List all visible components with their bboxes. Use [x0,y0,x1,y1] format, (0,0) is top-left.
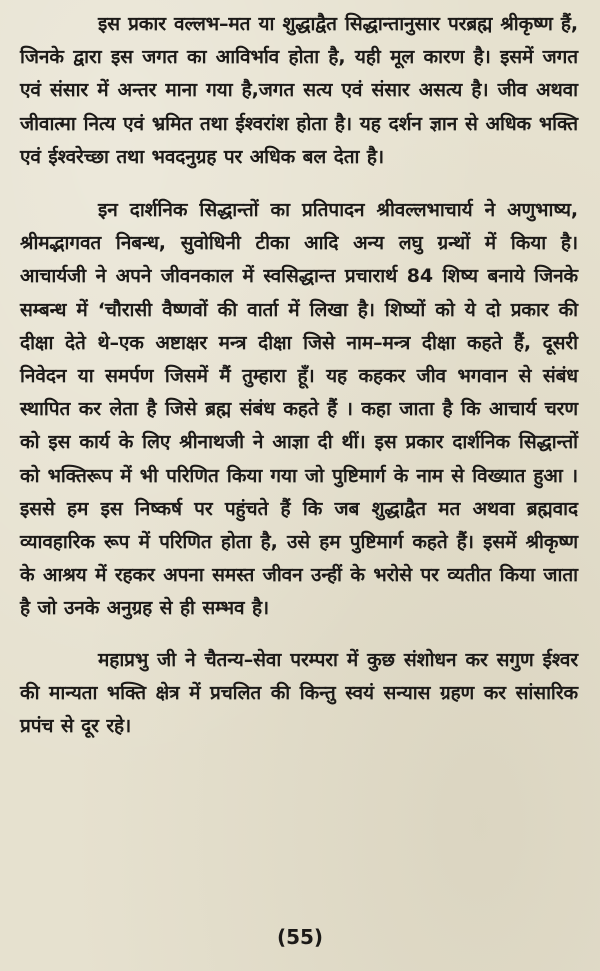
paragraph-2-text: इन दार्शनिक सिद्धान्तों का प्रतिपादन श्रीवल्लभाचार्य ने अणुभाष्य, श्रीमद्भागवत निबन्ध, सुवोधिनी टीका आदि अन्य लघु ग्रन्थों में किया है। आचार्यजी ने अपने जीवनकाल में स्वसिद्धान्त प्रचारार्थ 84 शिष्य बनाये जिनके सम्बन्ध में ‘चौरासी वैष्णवों की वार्ता में लिखा है। शिष्यों को ये दो प्रकार की दीक्षा देते थे–एक अष्टाक्षर मन्त्र दीक्षा जिसे नाम–मन्त्र दीक्षा कहते हैं, दूसरी निवेदन या समर्पण जिसमें मैं तुम्हारा हूँ। यह कहकर जीव भगवान से संबंध स्थापित कर लेता है जिसे ब्रह्म संबंध कहते हैं । कहा जाता है कि आचार्य चरण को इस कार्य के लिए श्रीनाथजी ने आज्ञा दी थीं। इस प्रकार दार्शनिक सिद्धान्तों को भक्तिरूप में भी परिणित किया गया जो पुष्टिमार्ग के नाम से विख्यात हुआ । इससे हम इस निष्कर्ष पर पहुंचते हैं कि जब शुद्धाद्वैत मत अथवा ब्रह्मवाद व्यावहारिक रूप में परिणित होता है, उसे हम पुष्टिमार्ग कहते हैं। इसमें श्रीकृष्ण के आश्रय में रहकर अपना समस्त जीवन उन्हीं के भरोसे पर व्यतीत किया जाता है जो उनके अनुग्रह से ही सम्भव है। [20,199,578,620]
paragraph-1-text: इस प्रकार वल्लभ–मत या शुद्धाद्वैत सिद्धान्तानुसार परब्रह्म श्रीकृष्ण हैं, जिनके द्वारा इस जगत का आविर्भाव होता है, यही मूल कारण है। इसमें जगत एवं संसार में अन्तर माना गया है,जगत सत्य एवं संसार असत्य है। जीव अथवा जीवात्मा नित्य एवं भ्रमित तथा ईश्वरांश होता है। यह दर्शन ज्ञान से अधिक भक्ति एवं ईश्वरेच्छा तथा भवदनुग्रह पर अधिक बल देता है। [20,13,578,168]
paragraph-3-text: महाप्रभु जी ने चैतन्य–सेवा परम्परा में कुछ संशोधन कर सगुण ईश्वर की मान्यता भक्ति क्षेत्र में प्रचलित की किन्तु स्वयं सन्यास ग्रहण कर सांसारिक प्रपंच से दूर रहे। [20,648,578,738]
paragraph-1 [20,8,578,174]
page-number: (55) [276,925,324,949]
paragraph-2 [20,194,578,626]
paragraph-3 [20,644,578,744]
